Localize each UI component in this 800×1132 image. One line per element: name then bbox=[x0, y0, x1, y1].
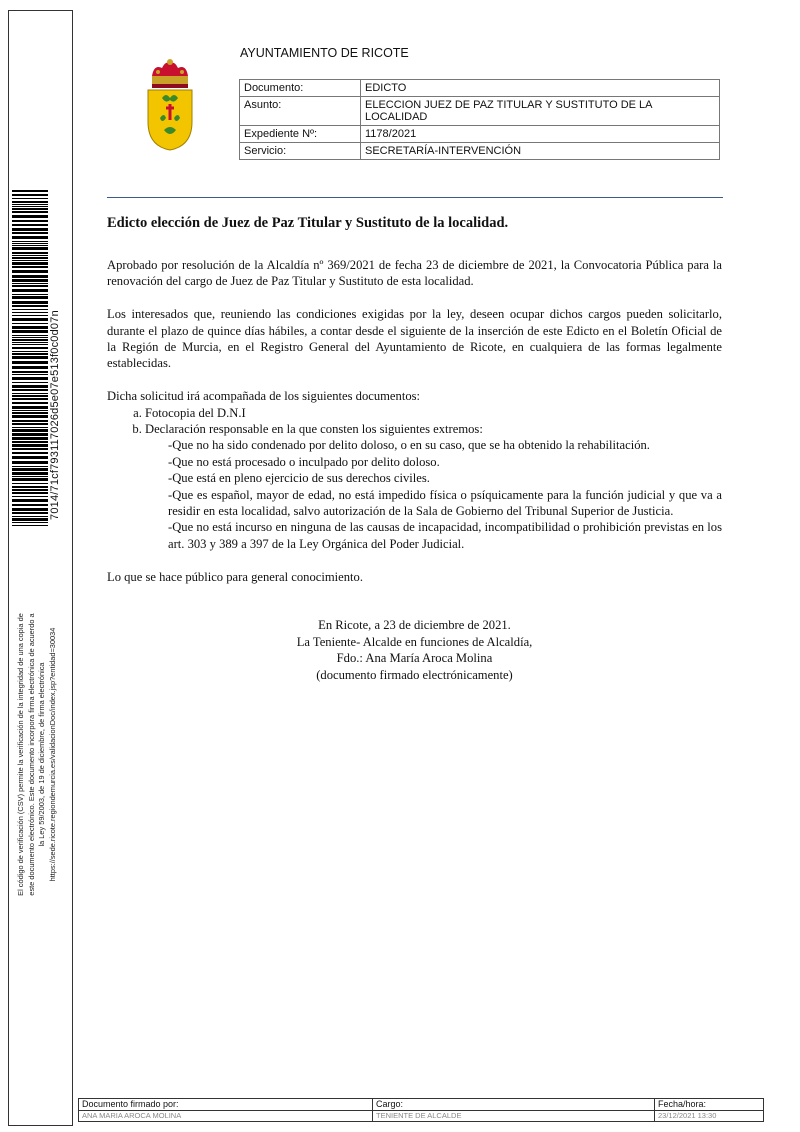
barcode-bar bbox=[12, 337, 48, 338]
barcode-bar bbox=[12, 198, 48, 199]
barcode-bar bbox=[12, 366, 48, 369]
signed-by-label: Documento firmado por: bbox=[79, 1099, 373, 1111]
barcode-bar bbox=[12, 312, 48, 313]
barcode-bar bbox=[12, 330, 48, 333]
barcode-bar bbox=[12, 444, 48, 447]
barcode-bar bbox=[12, 347, 48, 349]
list-item: a. Fotocopia del D.N.I bbox=[145, 405, 722, 421]
barcode-bar bbox=[12, 377, 48, 380]
barcode-bar bbox=[12, 339, 48, 341]
barcode-bar bbox=[12, 393, 48, 394]
barcode-bar bbox=[12, 437, 48, 440]
barcode-bar bbox=[12, 289, 48, 292]
list-item: b. Declaración responsable en la que consten los siguientes extremos: bbox=[145, 421, 722, 437]
barcode-bar bbox=[12, 398, 48, 400]
meta-label: Asunto: bbox=[240, 97, 361, 126]
barcode-bar bbox=[12, 305, 48, 307]
barcode-bar bbox=[12, 356, 48, 359]
meta-row bbox=[240, 97, 720, 126]
barcode-bar bbox=[12, 433, 48, 436]
meta-value: SECRETARÍA-INTERVENCIÓN bbox=[361, 143, 720, 160]
barcode-bar bbox=[12, 516, 48, 517]
barcode-bar bbox=[12, 492, 48, 494]
barcode-bar bbox=[12, 427, 48, 428]
requirement-item: -Que está en pleno ejercicio de sus derechos civiles. bbox=[168, 471, 430, 486]
role-label: Cargo: bbox=[373, 1099, 655, 1111]
barcode-bar bbox=[12, 389, 48, 391]
signature-line: La Teniente- Alcalde en funciones de Alcaldía, bbox=[296, 634, 533, 649]
barcode-bar bbox=[12, 241, 48, 242]
barcode-bar bbox=[12, 361, 48, 364]
barcode-bar bbox=[12, 512, 48, 514]
barcode-bar bbox=[12, 194, 48, 196]
barcode-bar bbox=[12, 279, 48, 282]
csv-note-line: la Ley 59/2003, de 19 de diciembre, de firma electrónica bbox=[37, 662, 46, 847]
signature-line: En Ricote, a 23 de diciembre de 2021. bbox=[318, 618, 511, 632]
barcode-bar bbox=[12, 525, 48, 526]
barcode-bar bbox=[12, 208, 48, 210]
barcode-bar bbox=[12, 415, 48, 418]
barcode-bar bbox=[12, 228, 48, 231]
requirement-item: -Que no ha sido condenado por delito doloso, o en su caso, que se ha obtenido la rehabilitación. bbox=[168, 438, 650, 453]
document-metadata-table bbox=[239, 79, 720, 160]
required-documents-list bbox=[107, 405, 722, 438]
barcode-bar bbox=[12, 270, 48, 273]
barcode-bar bbox=[12, 315, 48, 316]
meta-value: EDICTO bbox=[361, 80, 720, 97]
barcode-bar bbox=[12, 496, 48, 497]
barcode-bar bbox=[12, 423, 48, 425]
barcode-bar bbox=[12, 504, 48, 506]
barcode-bar bbox=[12, 406, 48, 409]
list-intro: Dicha solicitud irá acompañada de los siguientes documentos: bbox=[107, 389, 421, 404]
barcode-bar bbox=[12, 385, 48, 388]
barcode-bar bbox=[12, 243, 48, 244]
barcode-bar bbox=[12, 260, 48, 261]
barcode-bar bbox=[12, 309, 48, 310]
barcode-bar bbox=[12, 323, 48, 324]
barcode-bar bbox=[12, 351, 48, 352]
signed-by-value: ANA MARIA AROCA MOLINA bbox=[79, 1111, 373, 1122]
barcode-bar bbox=[12, 402, 48, 404]
barcode-bar bbox=[12, 255, 48, 256]
barcode-bar bbox=[12, 204, 48, 205]
requirements-list bbox=[107, 437, 722, 552]
barcode-bar bbox=[12, 374, 48, 375]
meta-row bbox=[240, 143, 720, 160]
barcode-bar bbox=[12, 452, 48, 454]
barcode-bar bbox=[12, 472, 48, 475]
barcode-bar bbox=[12, 236, 48, 239]
meta-label: Servicio: bbox=[240, 143, 361, 160]
header-divider bbox=[107, 197, 723, 198]
barcode-bar bbox=[12, 522, 48, 523]
barcode-bar bbox=[12, 245, 48, 246]
requirement-item: -Que no está procesado o inculpado por delito doloso. bbox=[168, 454, 440, 469]
barcode-bar bbox=[12, 344, 48, 345]
csv-note-line: este documento electrónico. Este documento incorpora firma electrónica de acuerdo a bbox=[26, 613, 36, 896]
csv-code: 7014/71cf793117026d5e07e513f0c0d07n bbox=[49, 310, 61, 520]
barcode-bar bbox=[12, 220, 48, 222]
barcode-bar bbox=[12, 448, 48, 450]
csv-note-line: El código de verificación (CSV) permite la verificación de la integridad de una copia de bbox=[16, 613, 25, 896]
barcode-bar bbox=[12, 201, 48, 203]
requirement-item: -Que no está incurso en ninguna de las causas de incapacidad, incompatibilidad o prohibición previstas en los art. 303 y 389 a 397 de la Ley Orgánica del Poder Judicial. bbox=[168, 520, 722, 551]
barcode-bar bbox=[12, 420, 48, 422]
barcode-bar bbox=[12, 326, 48, 329]
barcode-bar bbox=[12, 215, 48, 218]
barcode-bar bbox=[12, 252, 48, 254]
barcode-bar bbox=[12, 429, 48, 432]
meta-label: Documento: bbox=[240, 80, 361, 97]
barcode bbox=[12, 190, 48, 527]
meta-value: ELECCION JUEZ DE PAZ TITULAR Y SUSTITUTO DE LA LOCALIDAD bbox=[361, 97, 720, 126]
signature-line: (documento firmado electrónicamente) bbox=[316, 667, 513, 682]
barcode-bar bbox=[12, 483, 48, 484]
barcode-bar bbox=[12, 395, 48, 397]
signature-block bbox=[107, 617, 722, 683]
barcode-bar bbox=[12, 461, 48, 464]
barcode-bar bbox=[12, 190, 48, 192]
closing-statement: Lo que se hace público para general conocimiento. bbox=[107, 569, 363, 584]
barcode-bar bbox=[12, 382, 48, 383]
barcode-bar bbox=[12, 412, 48, 414]
barcode-bar bbox=[12, 371, 48, 373]
paragraph: Los interesados que, reuniendo las condiciones exigidas por la ley, deseen ocupar dichos cargos pueden solicitarlo, durante el plazo de quince días hábiles, a contar desde el siguiente de la inserción de este Edicto en el Boletín Oficial de la Región de Murcia, en el Registro General del Ayuntamiento de Ricote, en cualquiera de las formas legalmente establecidas. bbox=[107, 307, 722, 371]
barcode-bar bbox=[12, 508, 48, 511]
barcode-bar bbox=[12, 206, 48, 207]
document-title: Edicto elección de Juez de Paz Titular y Sustituto de la localidad. bbox=[107, 215, 509, 231]
csv-sidebar bbox=[8, 10, 73, 1126]
meta-value: 1178/2021 bbox=[361, 126, 720, 143]
barcode-bar bbox=[12, 518, 48, 521]
meta-row bbox=[240, 126, 720, 143]
barcode-bar bbox=[12, 275, 48, 278]
municipal-coat-of-arms-icon bbox=[140, 58, 200, 154]
barcode-bar bbox=[12, 232, 48, 234]
meta-row bbox=[240, 80, 720, 97]
barcode-bar bbox=[12, 478, 48, 481]
organization-name: AYUNTAMIENTO DE RICOTE bbox=[240, 46, 409, 60]
barcode-bar bbox=[12, 353, 48, 355]
barcode-bar bbox=[12, 257, 48, 259]
role-value: TENIENTE DE ALCALDE bbox=[373, 1111, 655, 1122]
barcode-bar bbox=[12, 285, 48, 287]
barcode-bar bbox=[12, 466, 48, 467]
barcode-bar bbox=[12, 318, 48, 321]
barcode-bar bbox=[12, 410, 48, 411]
barcode-bar bbox=[12, 486, 48, 488]
barcode-bar bbox=[12, 489, 48, 491]
barcode-bar bbox=[12, 296, 48, 299]
barcode-bar bbox=[12, 211, 48, 213]
barcode-bar bbox=[12, 266, 48, 268]
signature-footer-table bbox=[78, 1098, 764, 1122]
document-body bbox=[107, 257, 722, 585]
barcode-bar bbox=[12, 294, 48, 295]
barcode-bar bbox=[12, 335, 48, 336]
barcode-bar bbox=[12, 301, 48, 304]
csv-verification-note bbox=[16, 597, 58, 912]
signature-line: Fdo.: Ana María Aroca Molina bbox=[336, 651, 493, 666]
barcode-bar bbox=[12, 476, 48, 477]
barcode-bar bbox=[12, 262, 48, 265]
date-value: 23/12/2021 13:30 bbox=[655, 1111, 764, 1122]
barcode-bar bbox=[12, 468, 48, 471]
barcode-bar bbox=[12, 499, 48, 502]
paragraph: Aprobado por resolución de la Alcaldía nº 369/2021 de fecha 23 de diciembre de 2021, la Convocatoria Pública para la renovación del cargo de Juez de Paz Titular y Sustituto de esta localidad. bbox=[107, 258, 722, 289]
barcode-bar bbox=[12, 247, 48, 250]
barcode-bar bbox=[12, 283, 48, 284]
barcode-bar bbox=[12, 342, 48, 343]
csv-note-line: https://sede.ricote.regiondemurcia.es/validacionDoc/index.jsp?entidad=30034 bbox=[47, 627, 57, 882]
barcode-bar bbox=[12, 224, 48, 226]
requirement-item: -Que es español, mayor de edad, no está impedido física o psíquicamente para la función judicial y que va a residir en esta localidad, salvo autorización de la Sala de Gobierno del Tribunal Superior de Justicia. bbox=[168, 487, 722, 519]
date-label: Fecha/hora: bbox=[655, 1099, 764, 1111]
barcode-bar bbox=[12, 441, 48, 443]
barcode-bar bbox=[12, 456, 48, 459]
meta-label: Expediente Nº: bbox=[240, 126, 361, 143]
